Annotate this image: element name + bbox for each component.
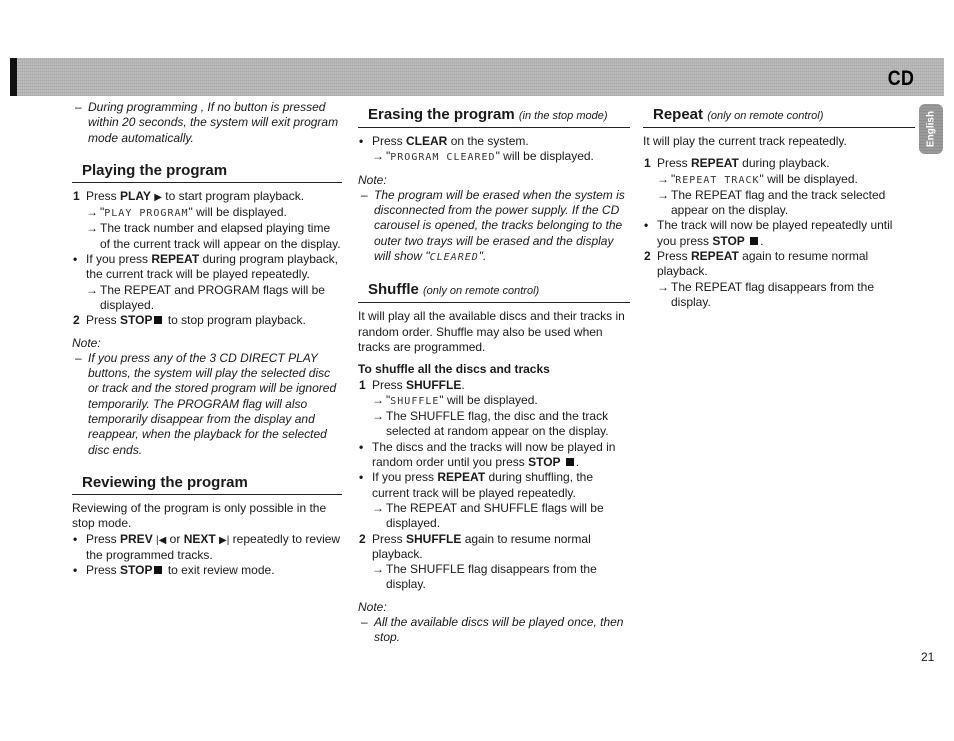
repeat-step-2: 2 Press REPEAT again to resume normal playback. — [644, 249, 869, 279]
heading-repeat: Repeat (only on remote control) — [643, 106, 915, 128]
heading-shuffle: Shuffle (only on remote control) — [358, 281, 630, 303]
heading-erasing-program: Erasing the program (in the stop mode) — [358, 106, 630, 128]
playing-note-label: Note: — [72, 335, 101, 350]
erasing-note-label: Note: — [358, 172, 387, 187]
playing-step-2: 2 Press STOP to stop program playback. — [73, 313, 306, 328]
repeat-display-result: → "REPEAT TRACK" will be displayed. — [657, 171, 858, 186]
playing-display-result: → "PLAY PROGRAM" will be displayed. — [86, 205, 287, 220]
repeat-step-1: 1 Press REPEAT during playback. — [644, 156, 830, 171]
shuffle-note-text: – All the available discs will be played once, then stop. — [361, 615, 624, 645]
prev-icon: |◀ — [156, 534, 167, 546]
reviewing-intro: Reviewing of the program is only possible in the stop mode. — [72, 500, 327, 531]
erasing-display-result: → "PROGRAM CLEARED" will be displayed. — [372, 149, 594, 164]
repeat-flag-result: → The REPEAT flag and the track selected appear on the display. — [657, 187, 886, 218]
reviewing-bullet-1: • Press PREV |◀ or NEXT ▶| repeatedly to review the programmed tracks. — [73, 531, 341, 562]
reviewing-bullet-2: • Press STOP to exit review mode. — [73, 563, 275, 578]
repeat-intro: It will play the current track repeatedly. — [643, 134, 847, 148]
shuffle-bullet-2: • If you press REPEAT during shuffling, the current track will be played repeatedly. — [359, 470, 594, 500]
programming-timeout-note: – During programming , If no button is pressed within 20 seconds, the system will exit program mode automatically. — [75, 100, 339, 145]
header-bar — [10, 58, 944, 96]
stop-icon — [154, 316, 162, 324]
column-3 — [643, 100, 915, 310]
section-label: CD — [887, 67, 914, 90]
stop-icon — [750, 237, 758, 245]
page-number: 21 — [921, 650, 935, 664]
repeat-flag-disappears: → The REPEAT flag disappears from the display. — [657, 279, 874, 309]
shuffle-display-result: → "SHUFFLE" will be displayed. — [372, 392, 538, 407]
column-1 — [72, 100, 342, 578]
shuffle-note-label: Note: — [358, 599, 387, 614]
shuffle-step-2: 2 Press SHUFFLE again to resume normal playback. — [359, 531, 591, 561]
erasing-note-text: – The program will be erased when the system is disconnected from the power supply. If the CD carousel is opened, the tracks belonging to the outer two trays will be erased and the display will show "CLEARED". — [361, 187, 625, 264]
heading-playing-program: Playing the program — [72, 162, 342, 183]
language-tab — [919, 104, 943, 154]
stop-icon — [566, 458, 574, 466]
shuffle-bullet-1: • The discs and the tracks will now be played in random order until you press STOP . — [359, 439, 616, 470]
playing-step-1: 1 Press PLAY ▶ to start program playback. — [73, 188, 305, 203]
next-icon: ▶| — [219, 534, 230, 546]
shuffle-step-1: 1 Press SHUFFLE. — [359, 377, 465, 392]
shuffle-repeat-result: → The REPEAT and SHUFFLE flags will be displayed. — [372, 500, 604, 531]
header-edge-mark — [10, 58, 17, 96]
playing-result-time: → The track number and elapsed playing time of the current track will appear on the display. — [86, 221, 341, 251]
shuffle-subheading: To shuffle all the discs and tracks — [358, 362, 550, 377]
column-2 — [358, 100, 630, 646]
shuffle-flag-disappears: → The SHUFFLE flag disappears from the display. — [372, 562, 597, 592]
repeat-bullet-1: • The track will now be played repeatedly until you press STOP . — [644, 218, 893, 248]
playing-repeat-bullet: • If you press REPEAT during program playback, the current track will be played repeatedly. — [73, 252, 338, 282]
language-tab-label: English — [925, 110, 937, 148]
stop-icon — [154, 566, 162, 574]
erasing-bullet-1: • Press CLEAR on the system. — [359, 134, 529, 148]
shuffle-intro: It will play all the available discs and their tracks in random order. Shuffle may also be used when tracks are programmed. — [358, 309, 625, 354]
play-icon: ▶ — [154, 191, 162, 203]
heading-reviewing-program: Reviewing the program — [72, 474, 342, 495]
shuffle-flag-result: → The SHUFFLE flag, the disc and the track selected at random appear on the display. — [372, 409, 609, 439]
playing-note-text: – If you press any of the 3 CD DIRECT PLAY buttons, the system will play the selected disc or track and the stored program will be ignored temporarily. The PROGRAM flag will also temporarily disappear from the display and reappear, when the playback for the selected disc ends. — [75, 350, 337, 457]
playing-repeat-result: → The REPEAT and PROGRAM flags will be displayed. — [86, 282, 325, 312]
